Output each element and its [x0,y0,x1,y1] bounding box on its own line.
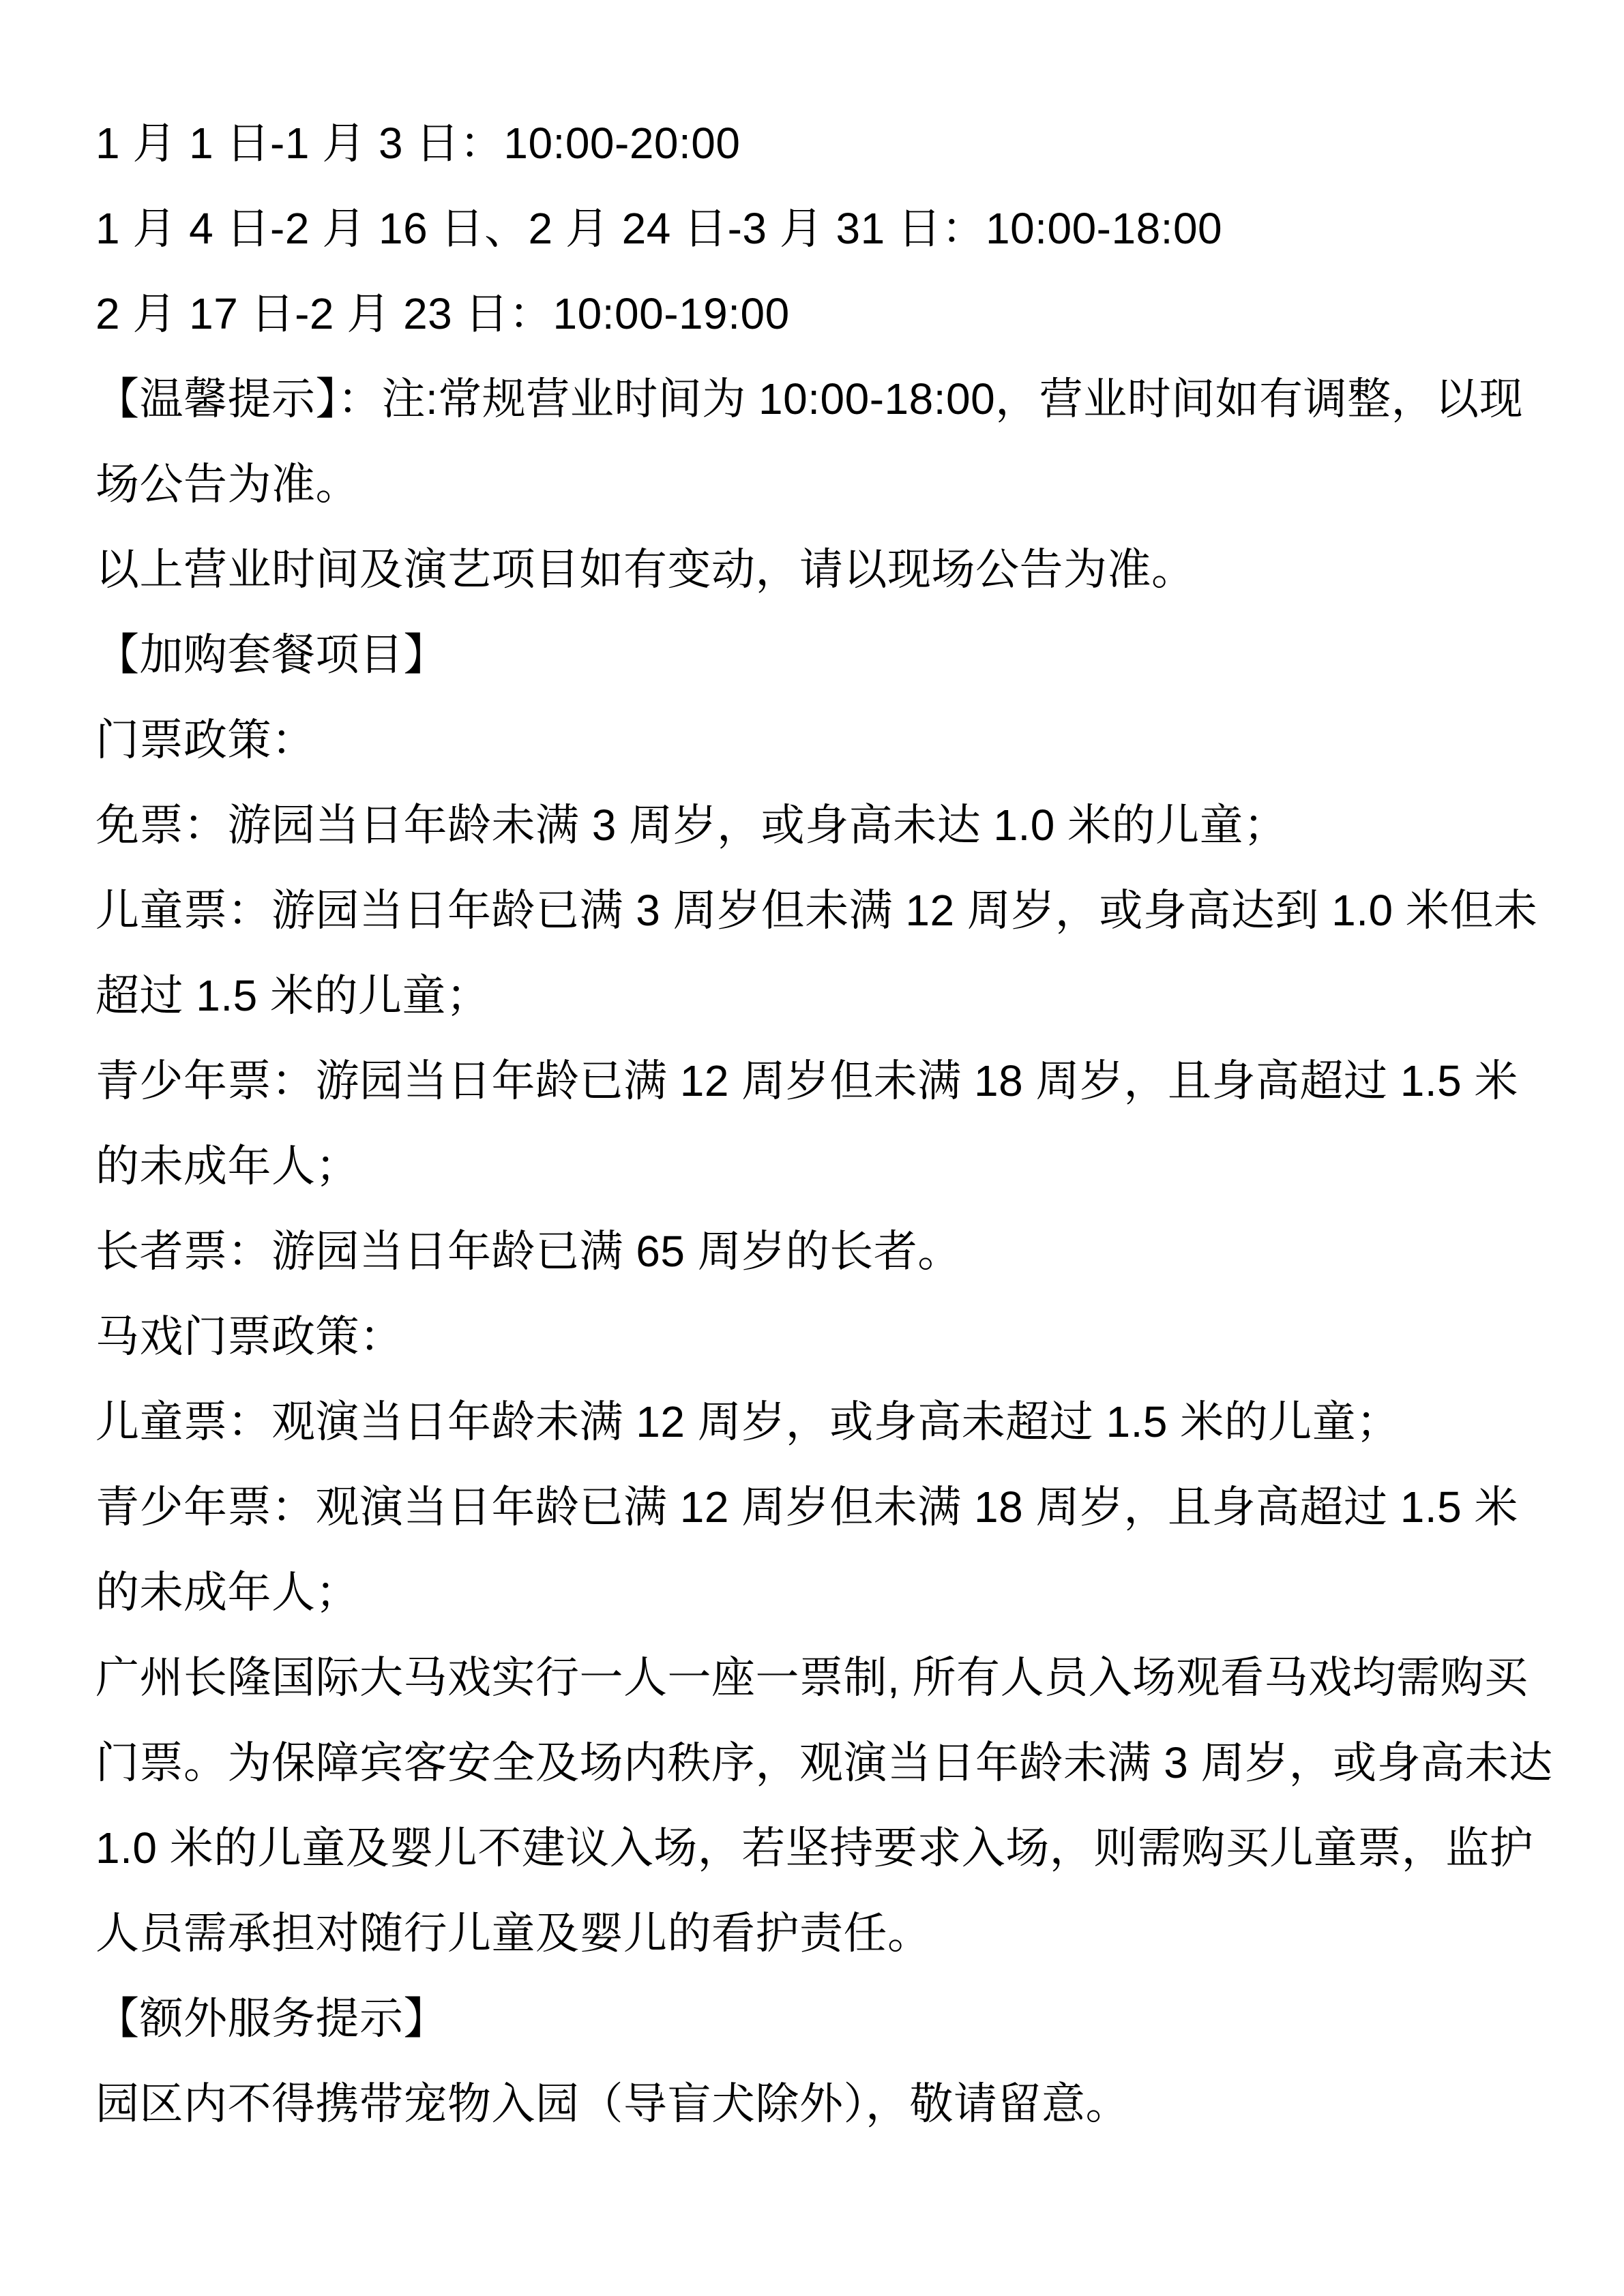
text-line-warm-tips-1: 【温馨提示】：注:常规营业时间为 10:00-18:00，营业时间如有调整，以现 [95,374,1524,423]
text-line-senior-ticket: 长者票：游园当日年龄已满 65 周岁的长者。 [95,1227,962,1276]
text-line-circus-youth-ticket-1: 青少年票：观演当日年龄已满 12 周岁但未满 18 周岁，且身高超过 1.5 米 [95,1482,1519,1532]
text-line-warm-tips-2: 场公告为准。 [95,460,359,509]
text-line-circus-youth-ticket-2: 的未成年人； [95,1568,359,1617]
text-line-addon-package-heading: 【加购套餐项目】 [95,630,447,679]
text-line-opening-hours-3: 2 月 17 日-2 月 23 日：10:00-19:00 [95,289,790,338]
text-line-schedule-notice: 以上营业时间及演艺项目如有变动，请以现场公告为准。 [95,545,1196,594]
text-line-youth-ticket-2: 的未成年人； [95,1142,359,1191]
document-text-block [95,101,1553,2147]
text-line-pet-notice: 园区内不得携带宠物入园（导盲犬除外），敬请留意。 [95,2079,1130,2128]
text-line-child-ticket-1: 儿童票：游园当日年龄已满 3 周岁但未满 12 周岁，或身高达到 1.0 米但未 [95,886,1538,935]
text-line-child-ticket-2: 超过 1.5 米的儿童； [95,971,490,1020]
text-line-circus-policy-heading: 马戏门票政策： [95,1312,404,1361]
text-line-circus-child-ticket: 儿童票：观演当日年龄未满 12 周岁，或身高未超过 1.5 米的儿童； [95,1397,1400,1446]
text-line-opening-hours-2: 1 月 4 日-2 月 16 日、2 月 24 日-3 月 31 日：10:00-18:00 [95,204,1223,253]
text-line-opening-hours-1: 1 月 1 日-1 月 3 日：10:00-20:00 [95,119,741,168]
text-line-extra-service-heading: 【额外服务提示】 [95,1994,447,2043]
text-line-circus-seating-1: 广州长隆国际大马戏实行一人一座一票制, 所有人员入场观看马戏均需购买 [95,1653,1529,1702]
text-line-circus-seating-2: 门票。为保障宾客安全及场内秩序，观演当日年龄未满 3 周岁，或身高未达 [95,1738,1553,1787]
text-line-free-ticket: 免票：游园当日年龄未满 3 周岁，或身高未达 1.0 米的儿童； [95,801,1288,850]
text-line-youth-ticket-1: 青少年票：游园当日年龄已满 12 周岁但未满 18 周岁，且身高超过 1.5 米 [95,1056,1519,1105]
text-line-circus-seating-3: 1.0 米的儿童及婴儿不建议入场，若坚持要求入场，则需购买儿童票，监护 [95,1823,1534,1873]
text-line-ticket-policy-heading: 门票政策： [95,715,316,764]
text-line-circus-seating-4: 人员需承担对随行儿童及婴儿的看护责任。 [95,1909,932,1958]
